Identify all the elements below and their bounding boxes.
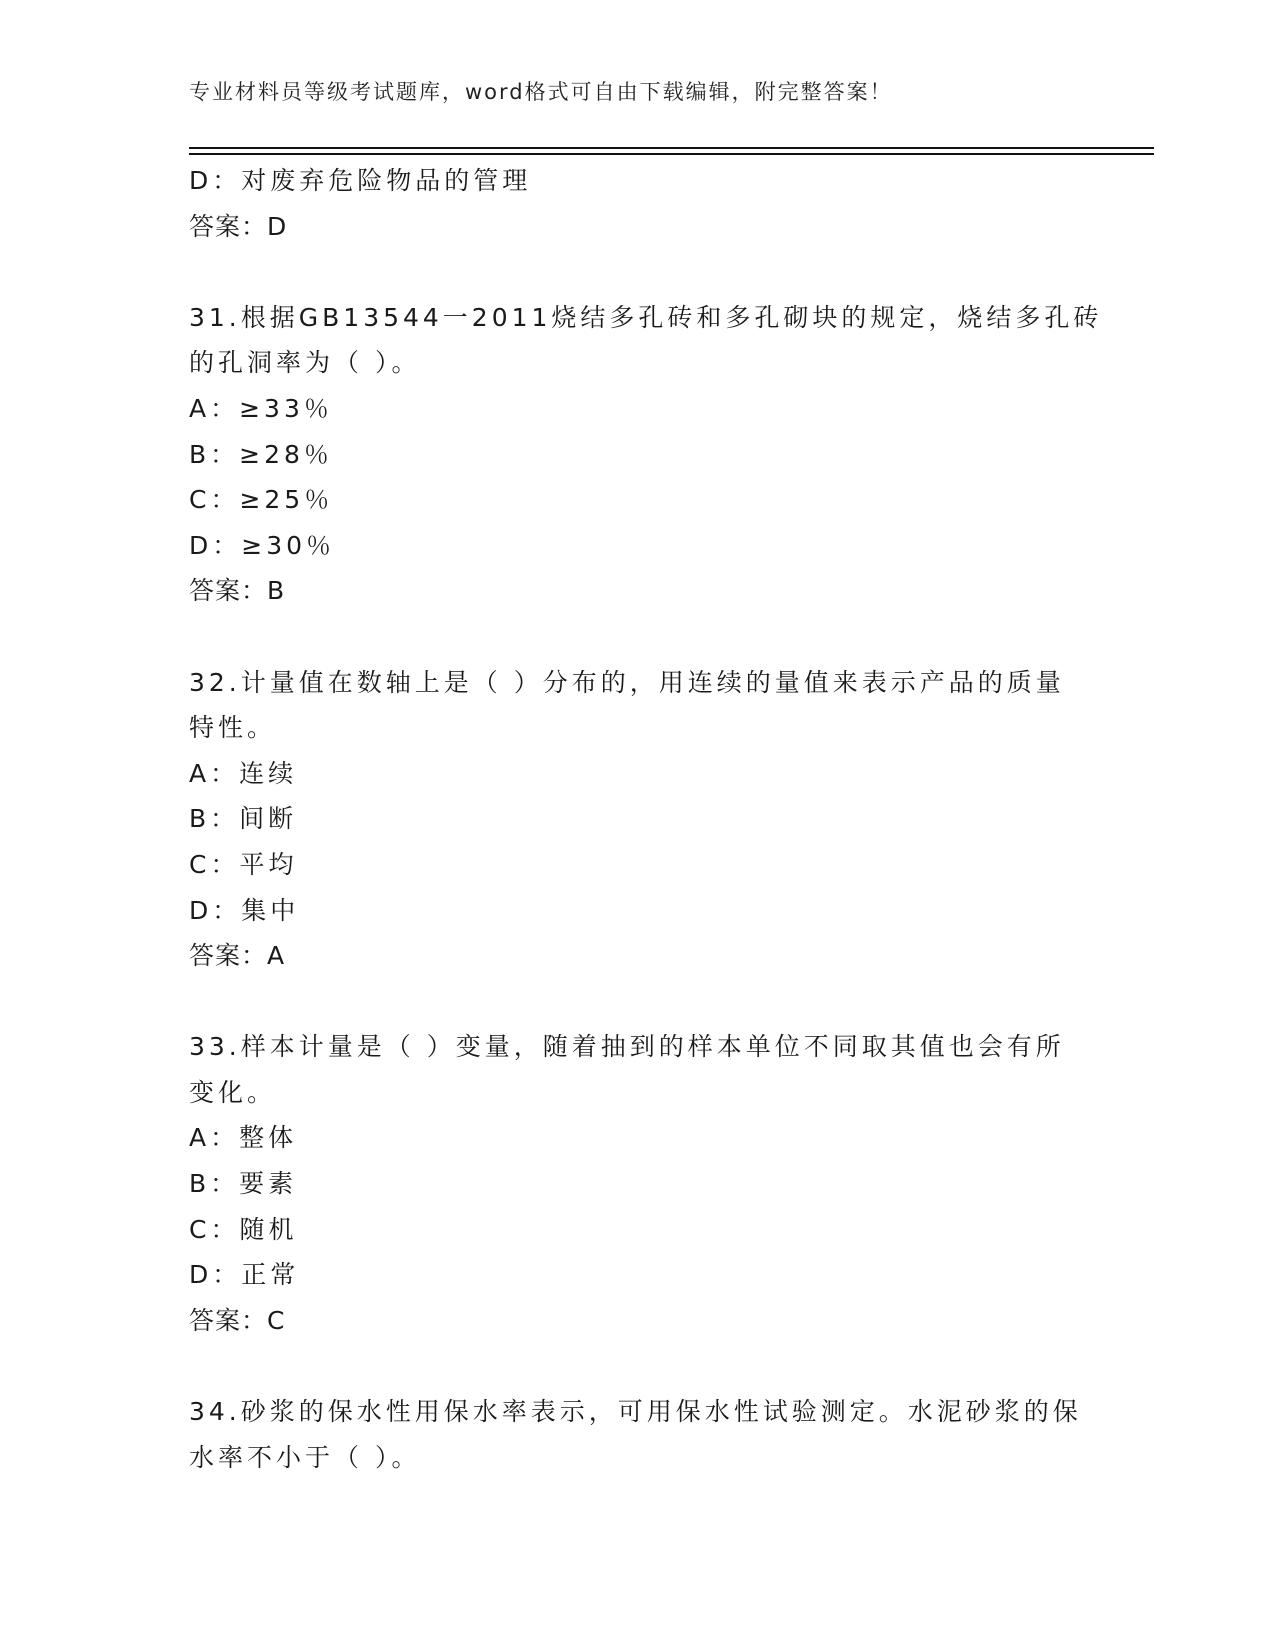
question-32-option-c: C：平均 [189, 849, 298, 879]
question-32-option-a: A：连续 [189, 758, 298, 788]
question-32-line2: 特性。 [189, 713, 277, 743]
question-33-option-c: C：随机 [189, 1214, 298, 1244]
prev-option-d: D：对废弃危险物品的管理 [189, 166, 532, 195]
question-33 [189, 1024, 1109, 1343]
question-33-option-b: B：要素 [189, 1169, 298, 1199]
question-32-answer: 答案：A [189, 941, 286, 971]
question-34 [189, 1389, 1109, 1480]
question-33-answer: 答案：C [189, 1305, 286, 1335]
question-32-line1: 32.计量值在数轴上是（ ）分布的，用连续的量值来表示产品的质量 [189, 667, 1065, 697]
question-32 [189, 660, 1109, 979]
question-31-option-c: C：≥25％ [189, 485, 334, 515]
question-34-line1: 34.砂浆的保水性用保水率表示，可用保水性试验测定。水泥砂浆的保 [189, 1397, 1082, 1427]
question-34-line2: 水率不小于（ ）。 [189, 1442, 421, 1472]
question-31-option-b: B：≥28％ [189, 439, 333, 469]
question-32-option-b: B：间断 [189, 804, 298, 834]
question-32-option-d: D：集中 [189, 895, 300, 925]
question-33-option-d: D：正常 [189, 1260, 300, 1290]
header-divider-bottom [189, 153, 1154, 155]
question-31-option-a: A：≥33％ [189, 393, 333, 423]
question-33-line2: 变化。 [189, 1077, 277, 1107]
question-31-line1: 31.根据GB13544一2011烧结多孔砖和多孔砌块的规定，烧结多孔砖 [189, 302, 1103, 332]
question-31-answer: 答案：B [189, 576, 286, 606]
question-33-line1: 33.样本计量是（ ）变量，随着抽到的样本单位不同取其值也会有所 [189, 1032, 1065, 1062]
question-31-option-d: D：≥30％ [189, 530, 336, 560]
prev-answer: 答案：D [189, 211, 288, 241]
question-content [189, 158, 1109, 1480]
question-31-line2: 的孔洞率为（ ）。 [189, 348, 421, 378]
question-31 [189, 295, 1109, 614]
question-33-option-a: A：整体 [189, 1123, 298, 1153]
header-divider-top [189, 147, 1154, 149]
page-header-text: 专业材料员等级考试题库，word格式可自由下载编辑，附完整答案！ [189, 80, 893, 104]
